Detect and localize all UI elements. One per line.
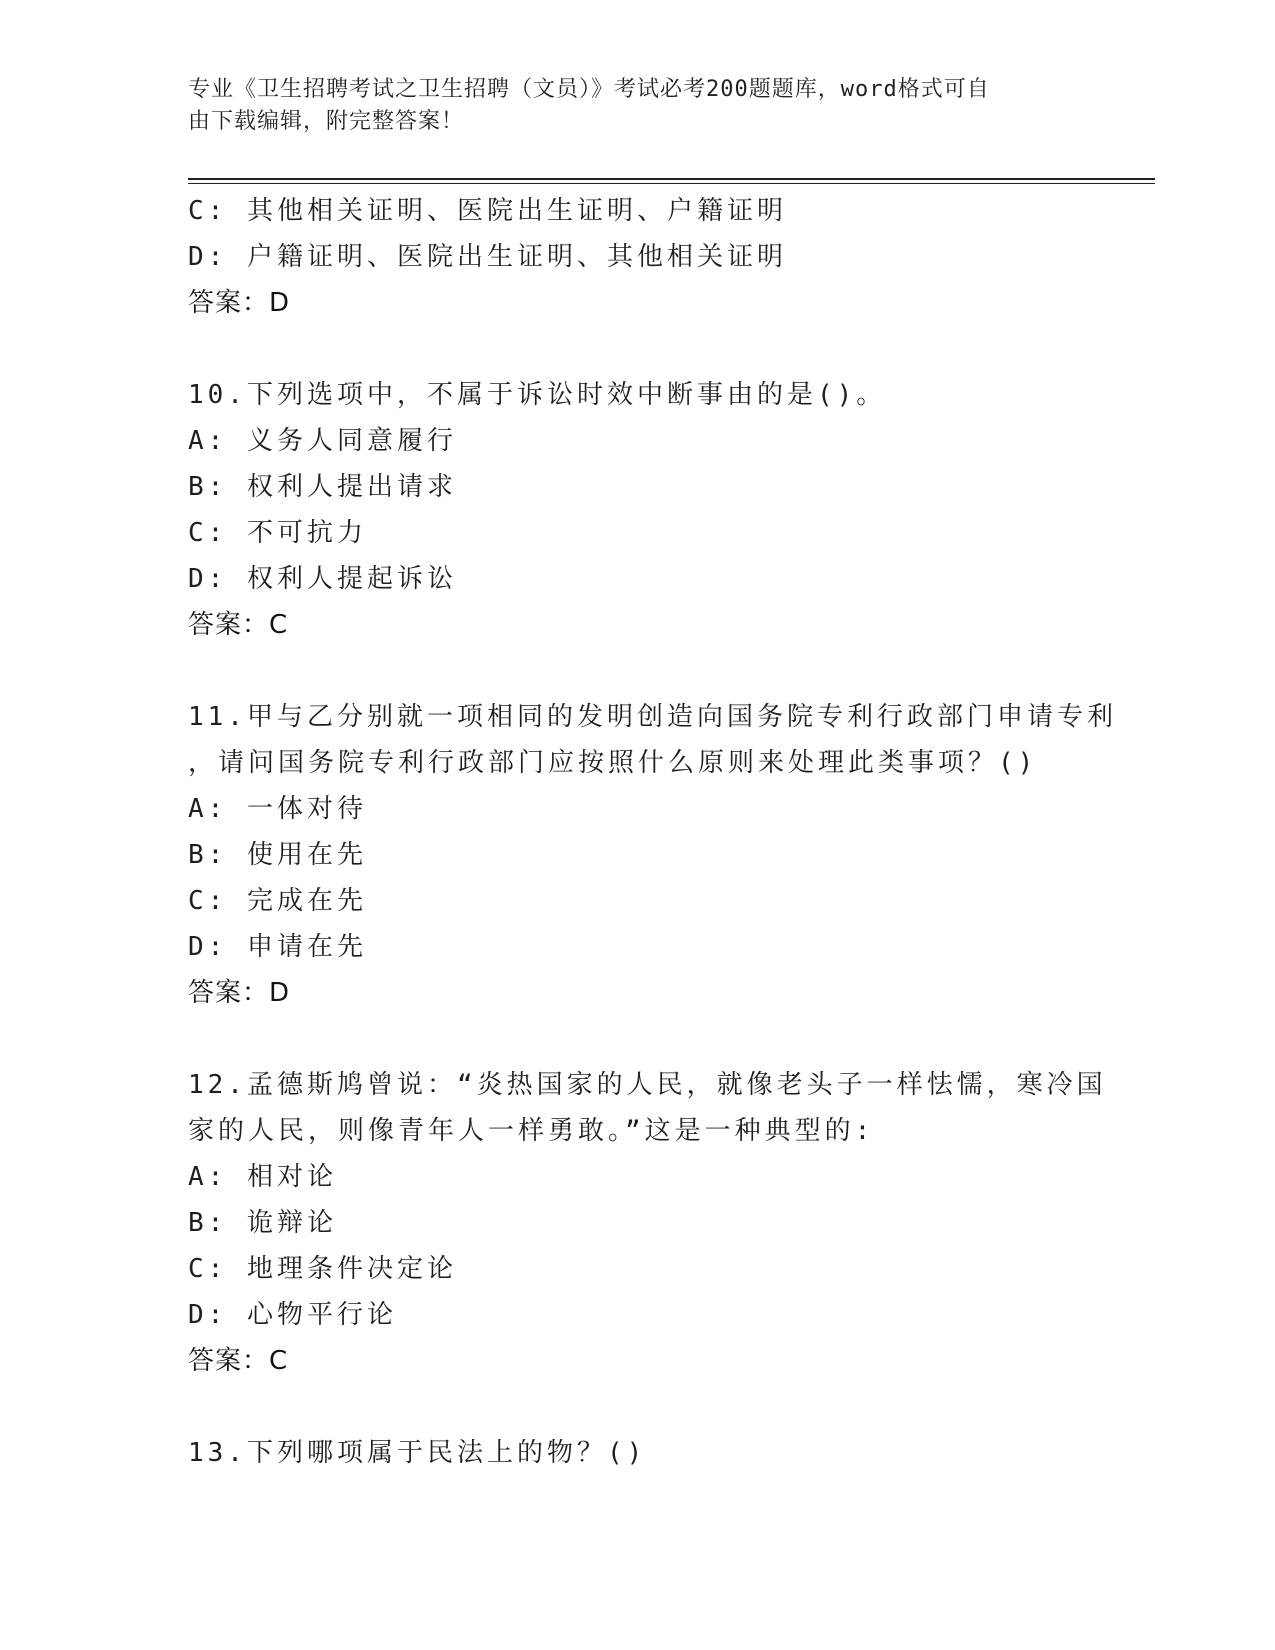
header-divider-thin <box>188 183 1155 184</box>
header-divider-thick <box>188 178 1155 180</box>
header-line-1: 专业《卫生招聘考试之卫生招聘（文员）》考试必考200题题库，word格式可自 <box>188 77 990 102</box>
question-10 <box>188 372 1088 648</box>
option-d: D: 户籍证明、医院出生证明、其他相关证明 <box>188 242 787 272</box>
answer-line: 答案：C <box>188 1346 289 1376</box>
answer-line: 答案：D <box>188 978 291 1008</box>
question-13 <box>188 1430 1088 1476</box>
option-a: A: 相对论 <box>188 1162 337 1192</box>
question-list <box>188 188 1117 1476</box>
document-header <box>188 74 1068 138</box>
question-11 <box>188 694 1117 1016</box>
question-stem-line-1: 11.甲与乙分别就一项相同的发明创造向国务院专利行政部门申请专利 <box>188 702 1117 732</box>
option-c: C: 完成在先 <box>188 886 367 916</box>
option-d: D: 申请在先 <box>188 932 367 962</box>
spacer <box>188 648 1088 694</box>
header-line-2: 由下载编辑，附完整答案！ <box>188 109 465 134</box>
answer-line: 答案：C <box>188 610 289 640</box>
question-stem-line-2: 家的人民，则像青年人一样勇敢。”这是一种典型的: <box>188 1116 875 1146</box>
question-stem-line-2: ，请问国务院专利行政部门应按照什么原则来处理此类事项？() <box>188 748 1038 778</box>
option-b: B: 使用在先 <box>188 840 367 870</box>
option-c: C: 地理条件决定论 <box>188 1254 457 1284</box>
spacer <box>188 1016 1088 1062</box>
question-12 <box>188 1062 1107 1384</box>
option-b: B: 权利人提出请求 <box>188 472 457 502</box>
spacer <box>188 326 1088 372</box>
question-stem-line-1: 12.孟德斯鸠曾说：“炎热国家的人民，就像老头子一样怯懦，寒冷国 <box>188 1070 1107 1100</box>
option-a: A: 义务人同意履行 <box>188 426 457 456</box>
spacer <box>188 1384 1088 1430</box>
answer-line: 答案：D <box>188 288 291 318</box>
option-c: C: 其他相关证明、医院出生证明、户籍证明 <box>188 196 787 226</box>
question-9-tail <box>188 188 1088 326</box>
question-stem: 13.下列哪项属于民法上的物？() <box>188 1438 647 1468</box>
option-d: D: 权利人提起诉讼 <box>188 564 457 594</box>
option-a: A: 一体对待 <box>188 794 367 824</box>
question-stem: 10.下列选项中，不属于诉讼时效中断事由的是()。 <box>188 380 887 410</box>
option-d: D: 心物平行论 <box>188 1300 397 1330</box>
option-b: B: 诡辩论 <box>188 1208 337 1238</box>
option-c: C: 不可抗力 <box>188 518 367 548</box>
